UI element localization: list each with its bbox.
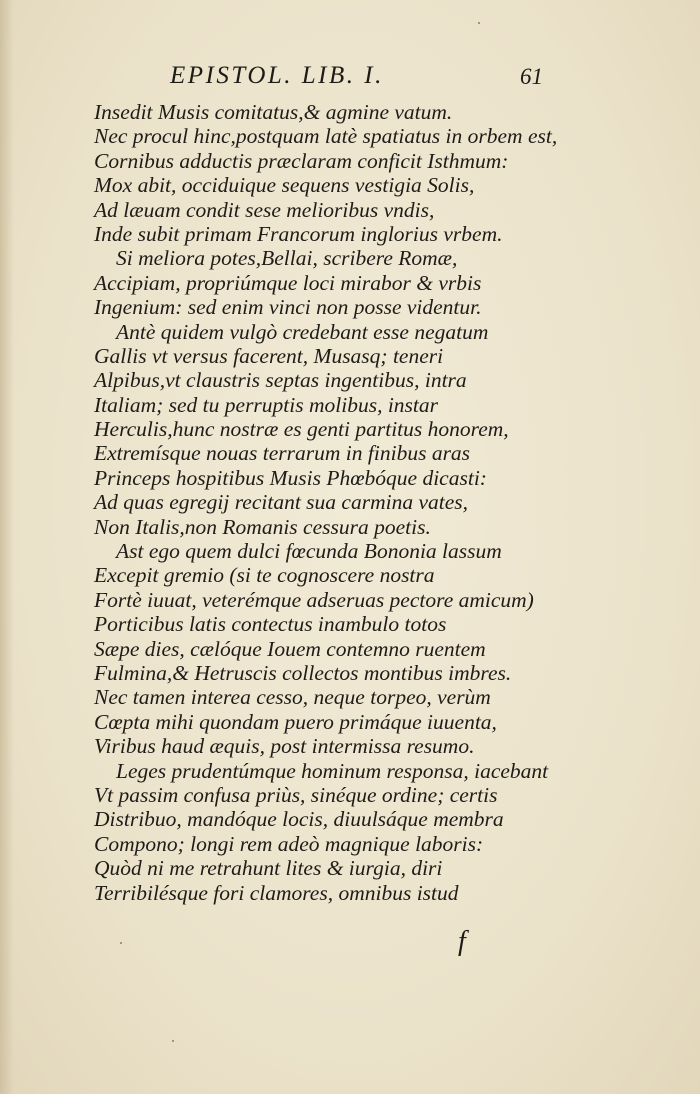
verse-line: Princeps hospitibus Musis Phœbóque dicasti: <box>94 465 487 490</box>
verse-line: Viribus haud æquis, post intermissa resumo. <box>94 734 475 759</box>
verse-line: Gallis vt versus facerent, Musasq; teneri <box>94 343 444 368</box>
page-number: 61 <box>520 64 543 89</box>
verse-line: Terribilésque fori clamores, omnibus istud <box>94 880 459 905</box>
verse-line: Compono; longi rem adeò magnique laboris: <box>94 831 484 856</box>
verse-line: Herculis,hunc nostræ es genti partitus honorem, <box>94 417 509 442</box>
verse-line: Inde subit primam Francorum inglorius vrbem. <box>94 221 503 246</box>
verse-line: Cornibus adductis præclaram conficit Isthmum: <box>94 148 509 173</box>
verse-line: Vt passim confusa priùs, sinéque ordine; certis <box>94 782 498 807</box>
verse-line: Fulmina,& Hetruscis collectos montibus imbres. <box>94 660 512 685</box>
verse-line: Ad læuam condit sese melioribus vndis, <box>94 197 435 222</box>
signature-mark: f <box>458 926 466 957</box>
verse-text <box>0 100 700 905</box>
verse-line: Nec tamen interea cesso, neque torpeo, verùm <box>94 685 491 710</box>
verse-line: Ingenium: sed enim vinci non posse videntur. <box>94 295 482 320</box>
paper-speck <box>172 1040 174 1042</box>
verse-line: Nec procul hinc,postquam latè spatiatus in orbem est, <box>94 124 558 149</box>
verse-line: Ad quas egregij recitant sua carmina vates, <box>94 490 469 515</box>
verse-line: Antè quidem vulgò credebant esse negatum <box>116 319 489 344</box>
running-head: EPISTOL. LIB. I. <box>170 62 384 89</box>
verse-line: Accipiam, propriúmque loci mirabor & vrbis <box>94 270 482 295</box>
verse-line: Fortè iuuat, veterémque adseruas pectore amicum) <box>94 587 534 612</box>
verse-line: Distribuo, mandóque locis, diuulsáque membra <box>94 807 504 832</box>
verse-line: Non Italis,non Romanis cessura poetis. <box>94 514 431 539</box>
verse-line: Cœpta mihi quondam puero primáque iuuenta, <box>94 709 497 734</box>
verse-line: Mox abit, occiduique sequens vestigia Solis, <box>94 173 475 198</box>
paper-speck <box>478 22 480 24</box>
verse-line: Porticibus latis contectus inambulo totos <box>94 612 447 637</box>
verse-line: Si meliora potes,Bellai, scribere Romæ, <box>116 246 458 271</box>
paper-speck <box>120 942 122 944</box>
verse-line: Ast ego quem dulci fœcunda Bononia lassum <box>116 539 502 564</box>
verse-line: Quòd ni me retrahunt lites & iurgia, diri <box>94 856 443 881</box>
verse-line: Extremísque nouas terrarum in finibus aras <box>94 441 471 466</box>
verse-line: Sæpe dies, cælóque Iouem contemno ruentem <box>94 636 486 661</box>
verse-line: Excepit gremio (si te cognoscere nostra <box>94 563 435 588</box>
verse-line: Leges prudentúmque hominum responsa, iacebant <box>116 758 549 783</box>
verse-line: Insedit Musis comitatus,& agmine vatum. <box>94 100 453 124</box>
verse-line: Italiam; sed tu perruptis molibus, instar <box>94 392 439 417</box>
verse-line: Alpibus,vt claustris septas ingentibus, intra <box>94 368 467 393</box>
